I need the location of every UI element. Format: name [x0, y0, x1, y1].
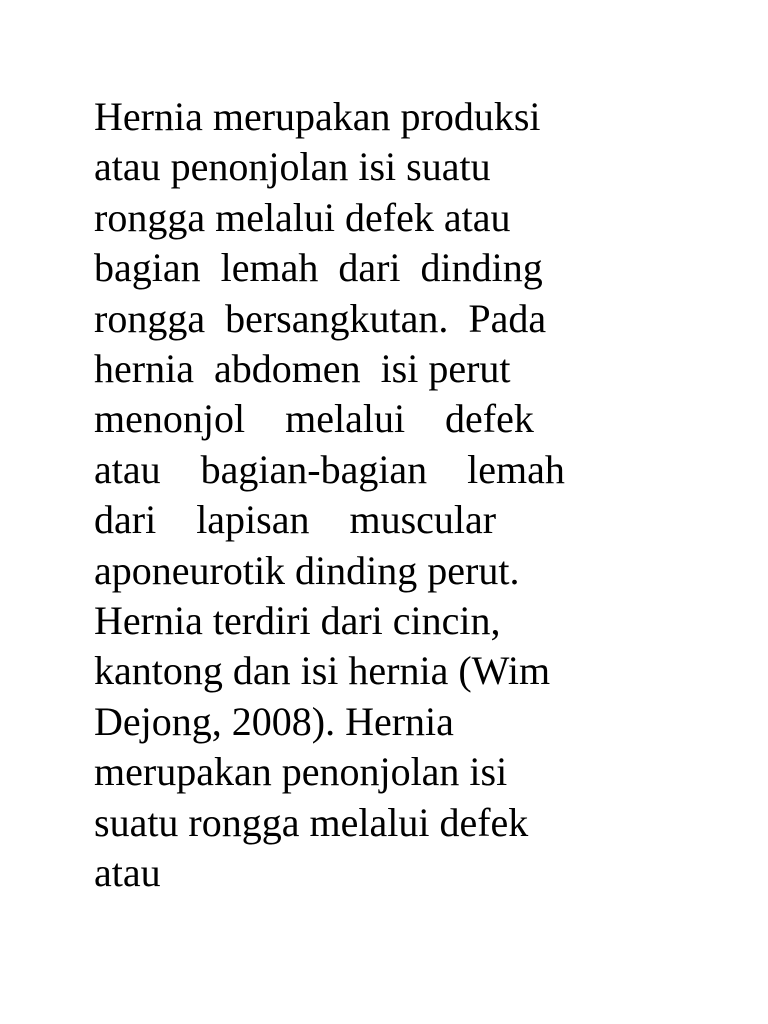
text-line: atau bagian-bagian lemah	[94, 446, 565, 492]
text-line: aponeurotik dinding perut.	[94, 547, 520, 593]
text-line: kantong dan isi hernia (Wim	[94, 648, 551, 694]
text-line: Dejong, 2008). Hernia	[94, 698, 454, 744]
text-line: menonjol melalui defek	[94, 396, 534, 442]
text-line: rongga melalui defek atau	[94, 194, 511, 240]
text-line: dari lapisan muscular	[94, 497, 497, 543]
text-line: Hernia merupakan produksi	[94, 94, 541, 139]
text-line: bagian lemah dari dinding	[94, 245, 543, 291]
text-line: hernia abdomen isi perut	[94, 346, 511, 392]
text-line: atau penonjolan isi suatu	[94, 144, 491, 190]
text-line: atau	[94, 850, 161, 896]
text-line: Hernia terdiri dari cincin,	[94, 598, 501, 644]
text-line: merupakan penonjolan isi	[94, 749, 508, 795]
body-text	[94, 92, 634, 899]
text-line: suatu rongga melalui defek	[94, 799, 529, 845]
text-line: rongga bersangkutan. Pada	[94, 295, 547, 341]
